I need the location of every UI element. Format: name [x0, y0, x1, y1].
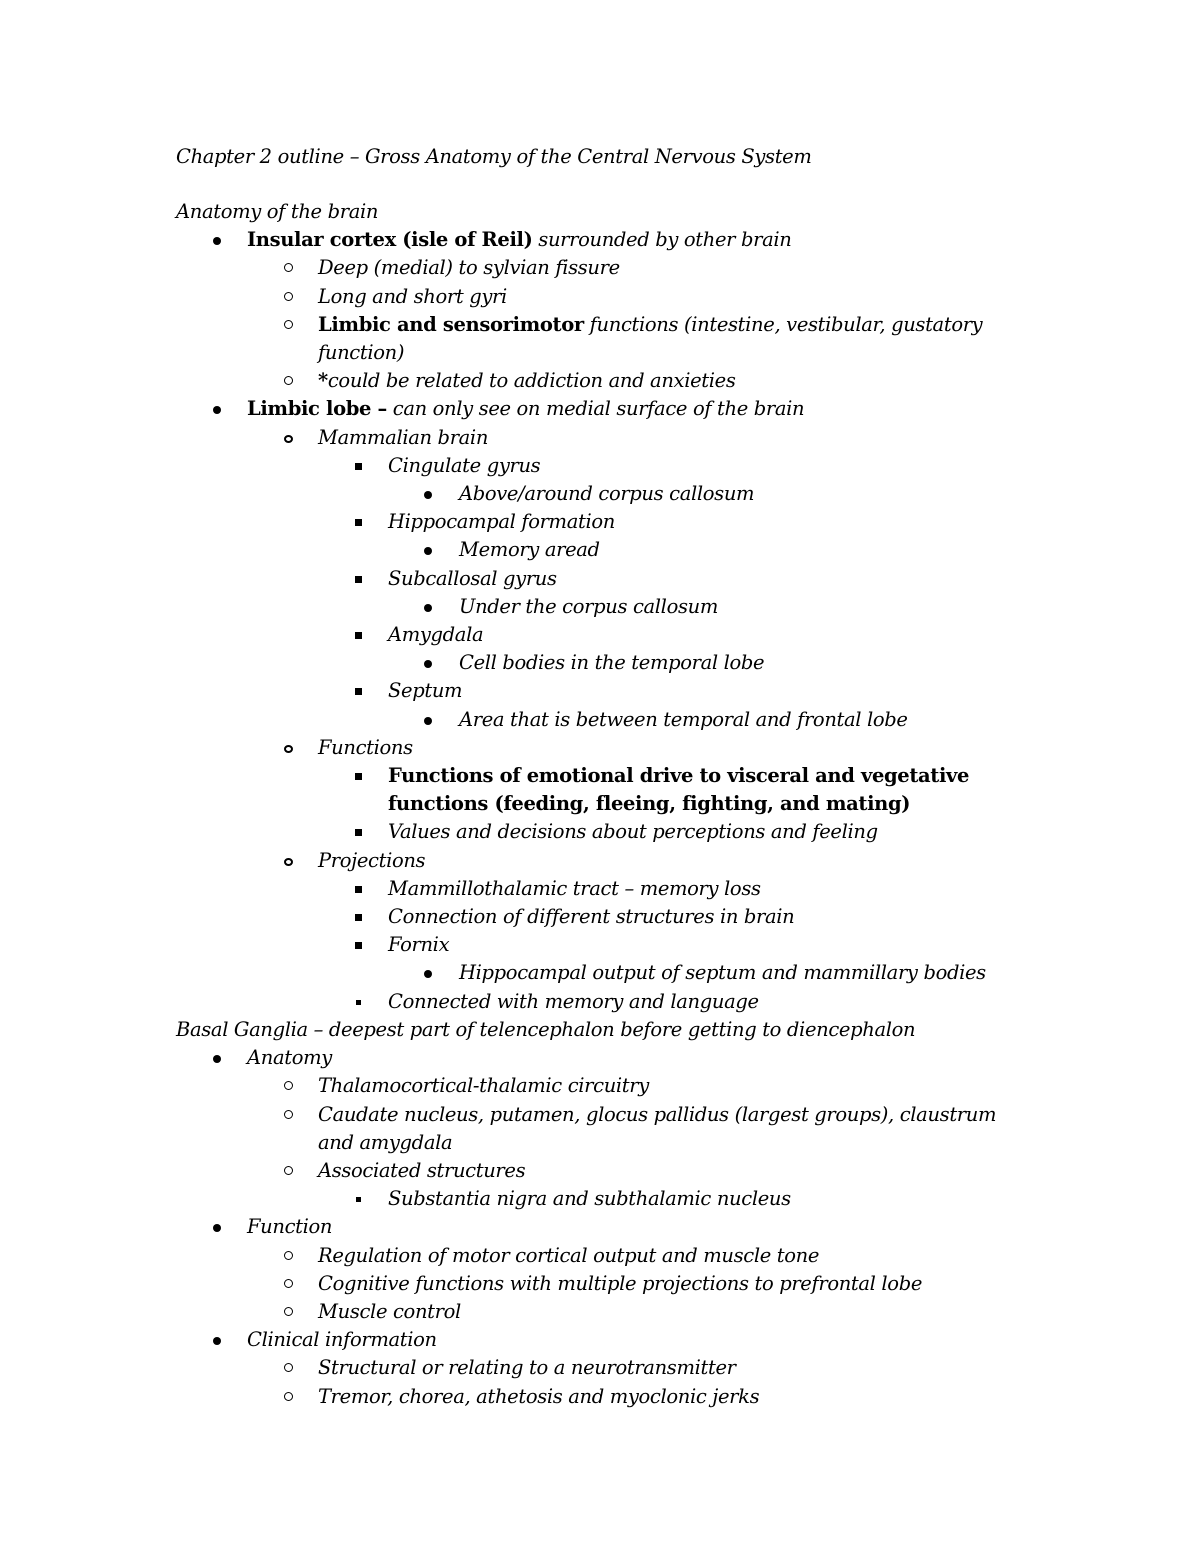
section-heading	[0, 1016, 1200, 1044]
outline-item	[0, 818, 1200, 846]
italic-text: could be related to addiction and anxieties	[327, 369, 736, 393]
italic-text: Fornix	[388, 933, 450, 957]
bullet-square-icon	[355, 914, 362, 921]
outline-item	[0, 988, 1200, 1016]
bullet-dot-icon	[213, 237, 221, 245]
italic-text: Cell bodies in the temporal lobe	[459, 651, 765, 675]
bullet-square-icon	[355, 576, 362, 583]
outline-item	[0, 565, 1200, 593]
bullet-circle-icon	[284, 1081, 293, 1090]
italic-text: Memory aread	[459, 538, 600, 562]
italic-text: Septum	[388, 679, 463, 703]
bullet-dot-icon	[213, 406, 221, 414]
italic-text: Mammalian brain	[318, 425, 489, 449]
italic-text: Amygdala	[388, 623, 484, 647]
bullet-square-icon	[355, 829, 362, 836]
bullet-dot-icon	[424, 717, 432, 725]
outline-item	[0, 1101, 1200, 1157]
outline-item	[0, 1044, 1200, 1072]
outline-item	[0, 452, 1200, 480]
bullet-dot-icon	[424, 491, 432, 499]
outline-item	[0, 875, 1200, 903]
italic-text: Cognitive functions with multiple projections to prefrontal lobe	[318, 1271, 923, 1295]
outline-item	[0, 1213, 1200, 1241]
italic-text: Substantia nigra and subthalamic nucleus	[388, 1187, 791, 1211]
section-heading	[0, 198, 1200, 226]
outline-item	[0, 395, 1200, 423]
bullet-dot-icon	[213, 1337, 221, 1345]
italic-text: Area that is between temporal and frontal lobe	[459, 707, 908, 731]
italic-text: Above/around corpus callosum	[459, 482, 755, 506]
outline-item	[0, 1185, 1200, 1213]
outline-item	[0, 424, 1200, 452]
bold-text: *	[318, 369, 328, 393]
bullet-circle-icon	[284, 1392, 293, 1401]
bullet-square-icon	[355, 942, 362, 949]
italic-text: Associated structures	[318, 1158, 526, 1182]
italic-text: Function	[247, 1215, 333, 1239]
bullet-circle-icon	[284, 1251, 293, 1260]
bullet-circle-icon	[284, 292, 293, 301]
bullet-circle-icon	[284, 320, 293, 329]
outline-item	[0, 226, 1200, 254]
outline-item	[0, 706, 1200, 734]
outline-item	[0, 762, 1200, 818]
bold-text: Functions of emotional drive to visceral and vegetative functions (feeding, fleeing, fighting, and mating)	[388, 764, 970, 816]
bullet-circle-icon	[284, 1110, 293, 1119]
bold-text: Limbic lobe –	[247, 397, 387, 421]
bullet-circle-icon	[284, 1307, 293, 1316]
italic-text: Anatomy	[247, 1046, 332, 1070]
italic-text: Projections	[318, 848, 426, 872]
bullet-dot-icon	[424, 660, 432, 668]
bullet-square-icon	[356, 1000, 361, 1005]
outline-item	[0, 1326, 1200, 1354]
italic-text: Deep (medial) to sylvian fissure	[318, 256, 620, 280]
bullet-circle-icon	[284, 1279, 293, 1288]
bullet-circle-icon	[284, 745, 293, 753]
outline-item	[0, 1242, 1200, 1270]
italic-text: Regulation of motor cortical output and muscle tone	[318, 1243, 820, 1267]
outline-item	[0, 1157, 1200, 1185]
outline-item	[0, 1354, 1200, 1382]
outline-item	[0, 508, 1200, 536]
bullet-square-icon	[355, 773, 362, 780]
bullet-dot-icon	[424, 547, 432, 555]
italic-text: Thalamocortical-thalamic circuitry	[318, 1074, 649, 1098]
bullet-circle-icon	[284, 263, 293, 272]
outline-item	[0, 254, 1200, 282]
italic-text: Hippocampal formation	[388, 510, 615, 534]
outline-item	[0, 593, 1200, 621]
outline-item	[0, 536, 1200, 564]
bullet-circle-icon	[284, 435, 293, 443]
bullet-dot-icon	[213, 1224, 221, 1232]
bold-text: Limbic and sensorimotor	[318, 312, 584, 336]
outline-item	[0, 1270, 1200, 1298]
outline-item	[0, 931, 1200, 959]
outline-item	[0, 847, 1200, 875]
italic-text: Caudate nucleus, putamen, glocus pallidus (largest groups), claustrum and amygdala	[318, 1102, 997, 1154]
italic-text: Tremor, chorea, athetosis and myoclonic jerks	[318, 1384, 760, 1408]
italic-text: Under the corpus callosum	[459, 594, 718, 618]
bullet-square-icon	[355, 886, 362, 893]
italic-text: Cingulate gyrus	[388, 453, 541, 477]
bullet-circle-icon	[284, 1363, 293, 1372]
bullet-dot-icon	[424, 970, 432, 978]
italic-text: Muscle control	[318, 1299, 461, 1323]
italic-text: Mammillothalamic tract – memory loss	[388, 876, 761, 900]
outline-item	[0, 367, 1200, 395]
outline-item	[0, 959, 1200, 987]
outline-item	[0, 1383, 1200, 1411]
bullet-square-icon	[355, 463, 362, 470]
outline-item	[0, 311, 1200, 367]
bullet-circle-icon	[284, 1166, 293, 1175]
italic-text: Functions	[318, 735, 413, 759]
italic-text: surrounded by other brain	[532, 228, 792, 252]
italic-text: Connected with memory and language	[388, 989, 759, 1013]
bullet-dot-icon	[213, 1055, 221, 1063]
italic-text: Basal Ganglia – deepest part of telencephalon before getting to diencephalon	[176, 1017, 916, 1041]
italic-text: Clinical information	[247, 1328, 437, 1352]
italic-text: functions (intestine, vestibular, gustatory function)	[318, 312, 983, 365]
bullet-square-icon	[355, 519, 362, 526]
italic-text: Long and short gyri	[318, 284, 507, 308]
outline-item	[0, 480, 1200, 508]
bullet-square-icon	[356, 1197, 361, 1202]
italic-text: Values and decisions about perceptions and feeling	[388, 820, 878, 844]
outline	[0, 198, 1200, 1411]
italic-text: Anatomy of the brain	[176, 200, 379, 223]
outline-item	[0, 621, 1200, 649]
bullet-circle-icon	[284, 858, 293, 866]
bold-text: Insular cortex (isle of Reil)	[247, 228, 533, 252]
italic-text: Subcallosal gyrus	[388, 566, 557, 590]
bullet-square-icon	[355, 632, 362, 639]
outline-item	[0, 734, 1200, 762]
outline-item	[0, 903, 1200, 931]
document-title: Chapter 2 outline – Gross Anatomy of the Central Nervous System	[176, 145, 812, 168]
outline-item	[0, 1298, 1200, 1326]
outline-item	[0, 283, 1200, 311]
italic-text: can only see on medial surface of the brain	[386, 397, 805, 421]
outline-item	[0, 649, 1200, 677]
outline-item	[0, 1072, 1200, 1100]
italic-text: Hippocampal output of septum and mammillary bodies	[459, 961, 986, 985]
bullet-dot-icon	[424, 604, 432, 612]
bullet-square-icon	[355, 688, 362, 695]
bullet-circle-icon	[284, 376, 293, 385]
italic-text: Connection of different structures in brain	[388, 905, 795, 929]
italic-text: Structural or relating to a neurotransmitter	[318, 1356, 736, 1380]
outline-item	[0, 677, 1200, 705]
